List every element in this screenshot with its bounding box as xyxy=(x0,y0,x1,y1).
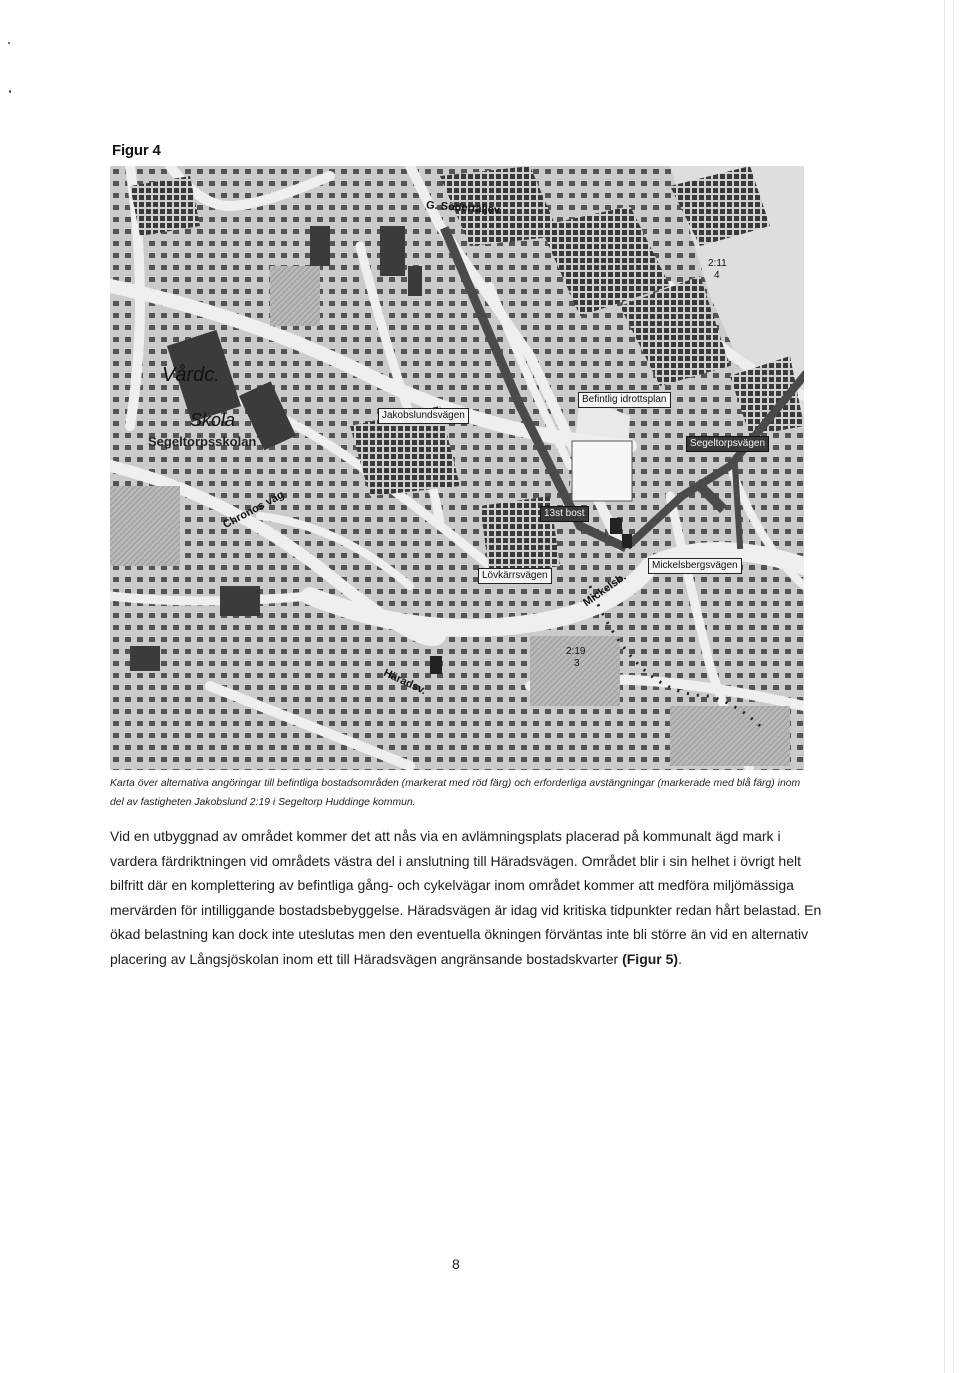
map-label-plot-2-19-sub: 3 xyxy=(574,658,580,669)
map-label-chronos-vag: Chronos väg xyxy=(221,488,287,532)
body-paragraph xyxy=(110,824,822,972)
closure-marker xyxy=(622,534,632,548)
map-label-13st-bost: 13st bost xyxy=(540,506,589,522)
map-label-haradsv: Häradsv. xyxy=(381,666,429,698)
map-label-segeltorpsvagen: Segeltorpsvägen xyxy=(686,436,769,452)
scan-speck xyxy=(8,42,10,44)
scan-speck xyxy=(9,90,11,93)
sports-field xyxy=(572,441,632,501)
map-label-befintlig-idrottsplan: Befintlig idrottsplan xyxy=(578,392,671,408)
figure-caption: Karta över alternativa angöringar till befintliga bostadsområden (markerat med röd färg) och erforderliga avstängningar (markerade med blå färg) inom del av fastigheten Jakobslund 2:19 i Segeltorp Huddinge kommun. xyxy=(110,778,801,808)
map-label-plot-2-19: 2:19 xyxy=(566,646,586,657)
body-paragraph-text: Vid en utbyggnad av området kommer det att nås via en avlämningsplats placerad på kommunalt ägd mark i vardera färdriktningen vid områdets västra del i anslutning till Häradsvägen. Området blir i sin helhet i övrigt helt bilfritt där en komplettering av befintliga gång- och cykelvägar inom området kommer att medföra miljömässiga mervärden för intilliggande bostadsbebyggelse. Häradsvägen är idag vid kritiska tidpunkter redan hårt belastad. En ökad belastning kan dock inte uteslutas men den eventuella ökningen förväntas inte bli större än vid en alternativ placering av Långsjöskolan inom ett till Häradsvägen angränsande bostadskvarter xyxy=(110,828,822,967)
map-label-lovkarrsvagen: Lövkärrsvägen xyxy=(478,568,552,584)
map-label-skola: Skola xyxy=(190,410,236,430)
closure-marker xyxy=(610,518,622,534)
figure-title: Figur 4 xyxy=(112,142,161,159)
scan-page-edge-secondary xyxy=(953,0,954,1373)
map-label-plot-2-11: 2:11 xyxy=(708,258,727,269)
closure-marker xyxy=(430,656,442,674)
map-label-vardcentral: Vårdc. xyxy=(162,364,220,386)
map-label-segeltorpsskolan: Segeltorpsskolan xyxy=(148,434,257,449)
map-drawing xyxy=(110,166,804,770)
page-number: 8 xyxy=(452,1256,460,1272)
map-figure xyxy=(110,166,804,770)
figure-reference: (Figur 5) xyxy=(622,950,679,967)
map-label-jakobslundsvagen: Jakobslundsvägen xyxy=(378,408,469,424)
map-label-mickelsbergsvagen: Mickelsbergsvägen xyxy=(648,558,742,574)
body-paragraph-end: . xyxy=(678,950,682,967)
map-label-plot-2-11-sub: 4 xyxy=(714,270,720,281)
map-label-sodertalje: G. Södertäljev. xyxy=(425,199,503,217)
scan-page-edge xyxy=(944,0,945,1373)
map-label-mickelsb: Mickelsb. xyxy=(581,570,629,610)
